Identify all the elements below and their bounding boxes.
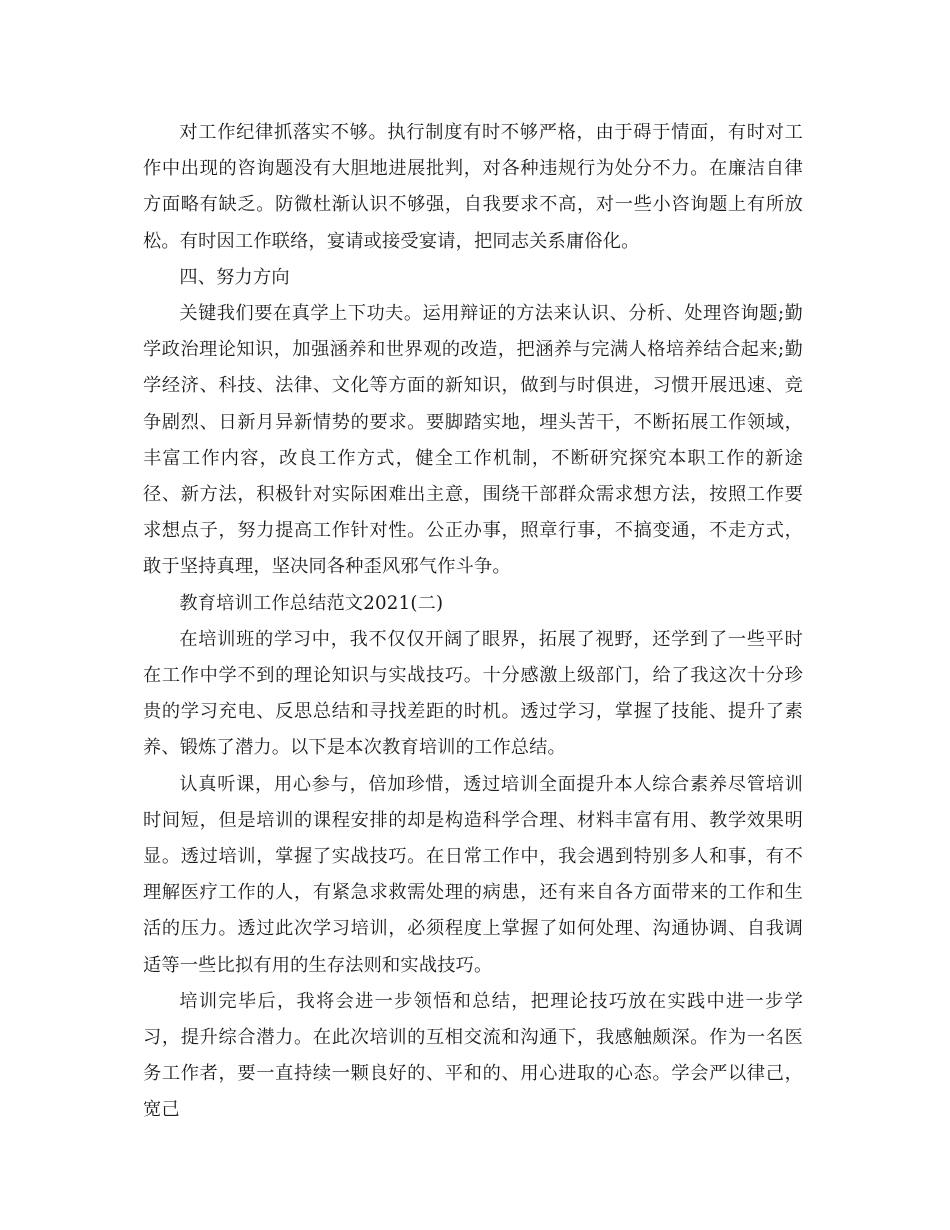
paragraph-listen-carefully: 认真听课，用心参与，倍加珍惜，透过培训全面提升本人综合素养尽管培训时间短，但是培训的课程安排的却是构造科学合理、材料丰富有用、教学效果明显。透过培训，掌握了实战技巧。在日常工作中，我会遇到特别多人和事，有不理解医疗工作的人，有紧急求救需处理的病患，还有来自各方面带来的工作和生活的压力。透过此次学习培训，必须程度上掌握了如何处理、沟通协调、自我调适等一些比拟有用的生存法则和实战技巧。	[143, 773, 803, 976]
paragraph-study-hard: 关键我们要在真学上下功夫。运用辩证的方法来认识、分析、处理咨询题;勤学政治理论知识，加强涵养和世界观的改造，把涵养与完满人格培养结合起来;勤学经济、科技、法律、文化等方面的新知识，做到与时俱进，习惯开展迅速、竞争剧烈、日新月异新情势的要求。要脚踏实地，埋头苦干，不断拓展工作领域，丰富工作内容，改良工作方式，健全工作机制，不断研究探究本职工作的新途径、新方法，积极针对实际困难出主意，围绕干部群众需求想方法，按照工作要求想点子，努力提高工作针对性。公正办事，照章行事，不搞变通，不走方式，敢于坚持真理，坚决同各种歪风邪气作斗争。	[143, 303, 803, 578]
document-page	[143, 115, 803, 1129]
paragraph-discipline: 对工作纪律抓落实不够。执行制度有时不够严格，由于碍于情面，有时对工作中出现的咨询题没有大胆地进展批判，对各种违规行为处分不力。在廉洁自律方面略有缺乏。防微杜渐认识不够强，自我要求不高，对一些小咨询题上有所放松。有时因工作联络，宴请或接受宴请，把同志关系庸俗化。	[143, 122, 803, 252]
paragraph-training-class: 在培训班的学习中，我不仅仅开阔了眼界，拓展了视野，还学到了一些平时在工作中学不到的理论知识与实战技巧。十分感激上级部门，给了我这次十分珍贵的学习充电、反思总结和寻找差距的时机。透过学习，掌握了技能、提升了素养、锻炼了潜力。以下是本次教育培训的工作总结。	[143, 628, 803, 759]
section-heading-summary-two: 教育培训工作总结范文2021(二)	[179, 592, 444, 614]
paragraph-after-training: 培训完毕后，我将会进一步领悟和总结，把理论技巧放在实践中进一步学习，提升综合潜力。在此次培训的互相交流和沟通下，我感触颇深。作为一名医务工作者，要一直持续一颗良好的、平和的、用心进取的心态。学会严以律己，宽己	[143, 990, 803, 1121]
section-heading-effort-direction: 四、努力方向	[179, 266, 290, 288]
